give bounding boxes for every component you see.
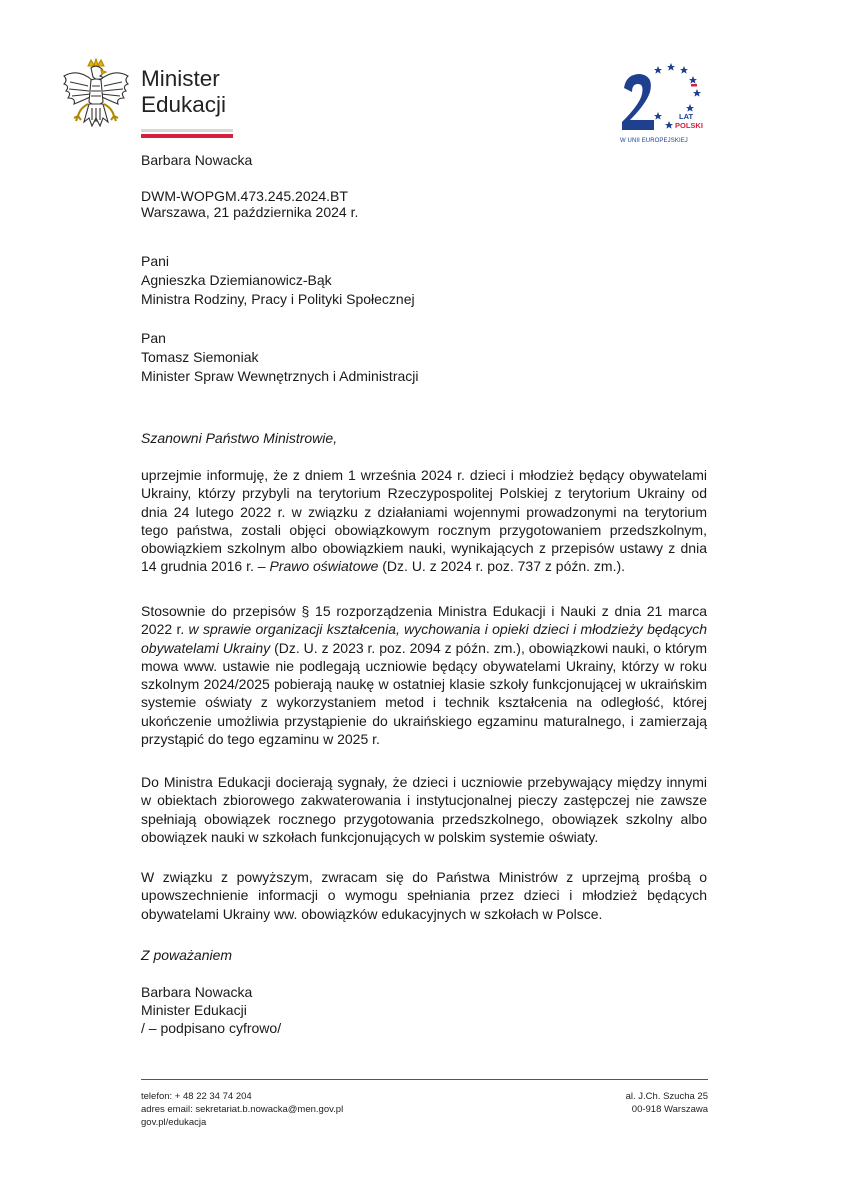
- footer-phone: telefon: + 48 22 34 74 204: [141, 1091, 252, 1102]
- digital-signature-note: / – podpisano cyfrowo/: [141, 1020, 282, 1036]
- ministry-name: [141, 66, 226, 118]
- signatory-title: Minister Edukacji: [141, 1002, 247, 1018]
- paragraph-3: Do Ministra Edukacji docierają sygnały, że dzieci i uczniowie przebywający między innymi w obiektach zbiorowego zakwaterowania i instytucjonalnej pieczy zastępczej nie zawsze spełniają obowiązek rocznego przygotowania przedszkolnego, obowiązek szkolny albo obowiązek nauki w szkołach funkcjonujących w polskim systemie oświaty.: [141, 774, 707, 845]
- paragraph-2-regulation-title: w sprawie organizacji kształcenia, wychowania i opieki dzieci i młodzieży będących obywatelami Ukrainy: [141, 621, 708, 656]
- footer-website[interactable]: gov.pl/edukacja: [141, 1117, 207, 1128]
- paragraph-4: W związku z powyższym, zwracam się do Państwa Ministrów z uprzejmą prośbą o upowszechnienie informacji o wymogu spełniania przez dzieci i młodzież będących obywatelami Ukrainy ww. obowiązków edukacyjnych w szkołach w Polsce.: [141, 869, 707, 922]
- recipient-1-title: Ministra Rodziny, Pracy i Polityki Społecznej: [141, 291, 415, 307]
- eu-20-years-logo-icon: [618, 60, 714, 146]
- paragraph-1-text-a: uprzejmie informuję, że z dniem 1 września 2024 r. dzieci i młodzież będący obywatelami Ukrainy, którzy przybyli na terytorium Rzeczypospolitej Polskiej z terytorium Ukrainy od dnia 24 lutego 2022 r. w związku z działaniami wojennymi prowadzonymi na terytorium tego państwa, zostali objęci obowiązkowym rocznym przygotowaniem przedszkolnym, obowiązkiem szkolnym albo obowiązkiem nauki, wynikających z przepisów ustawy z dnia 14 grudnia 2016 r. –: [141, 467, 707, 575]
- flag-red-stripe: [141, 134, 233, 138]
- footer-city: 00-918 Warszawa: [631, 1104, 708, 1115]
- polish-flag-bar: [141, 129, 233, 138]
- paragraph-1: [141, 466, 707, 576]
- footer-email[interactable]: adres email: sekretariat.b.nowacka@men.gov.pl: [141, 1104, 344, 1115]
- recipient-2-salutation: Pan: [141, 330, 166, 346]
- flag-white-stripe: [141, 129, 233, 132]
- paragraph-1-act-title: Prawo oświatowe: [269, 558, 379, 575]
- footer-contact: [141, 1090, 343, 1129]
- paragraph-2: [141, 602, 707, 748]
- recipient-1-name: Agnieszka Dziemianowicz-Bąk: [141, 272, 332, 288]
- signatory-name: Barbara Nowacka: [141, 984, 253, 1000]
- ministry-name-line1: Minister: [141, 66, 220, 91]
- eu-badge-lat: LAT: [679, 112, 694, 121]
- recipient-2-title: Minister Spraw Wewnętrznych i Administracji: [141, 368, 419, 384]
- reference-number: DWM-WOPGM.473.245.2024.BT: [141, 188, 348, 204]
- paragraph-2-text-b: (Dz. U. z 2023 r. poz. 2094 z późn. zm.), obowiązkowi nauki, o którym mowa www. ustawie nie podlegają uczniowie będący obywatelami Ukrainy, którzy w roku szkolnym 2024/2025 pobierają naukę w ostatniej klasie szkoły funkcjonującej w ukraińskim systemie oświaty z wykorzystaniem metod i technik kształcenia na odległość, której ukończenie umożliwia przystąpienie do ukraińskiego egzaminu maturalnego, i zamierzają przystąpić do tego egzaminu w 2025 r.: [141, 639, 707, 748]
- footer-street: al. J.Ch. Szucha 25: [625, 1091, 708, 1102]
- place-date: Warszawa, 21 października 2024 r.: [141, 204, 359, 220]
- ministry-name-line2: Edukacji: [141, 92, 227, 117]
- footer-divider: [141, 1079, 708, 1080]
- closing-regards: Z poważaniem: [141, 947, 233, 963]
- paragraph-2-text-a: Stosownie do przepisów § 15 rozporządzenia Ministra Edukacji i Nauki z dnia 21 marca 2022 r.: [141, 603, 707, 638]
- paragraph-1-text-b: (Dz. U. z 2024 r. poz. 737 z późn. zm.).: [378, 558, 626, 575]
- eu-badge-polski: POLSKI: [675, 121, 703, 130]
- sender-name: Barbara Nowacka: [141, 152, 253, 168]
- recipient-1-salutation: Pani: [141, 253, 170, 269]
- polish-eagle-emblem-icon: [58, 58, 134, 140]
- greeting: Szanowni Państwo Ministrowie,: [141, 430, 338, 446]
- footer-address: [560, 1090, 708, 1116]
- recipient-2-name: Tomasz Siemoniak: [141, 349, 259, 365]
- eu-badge-unia: W UNII EUROPEJSKIEJ: [620, 138, 688, 144]
